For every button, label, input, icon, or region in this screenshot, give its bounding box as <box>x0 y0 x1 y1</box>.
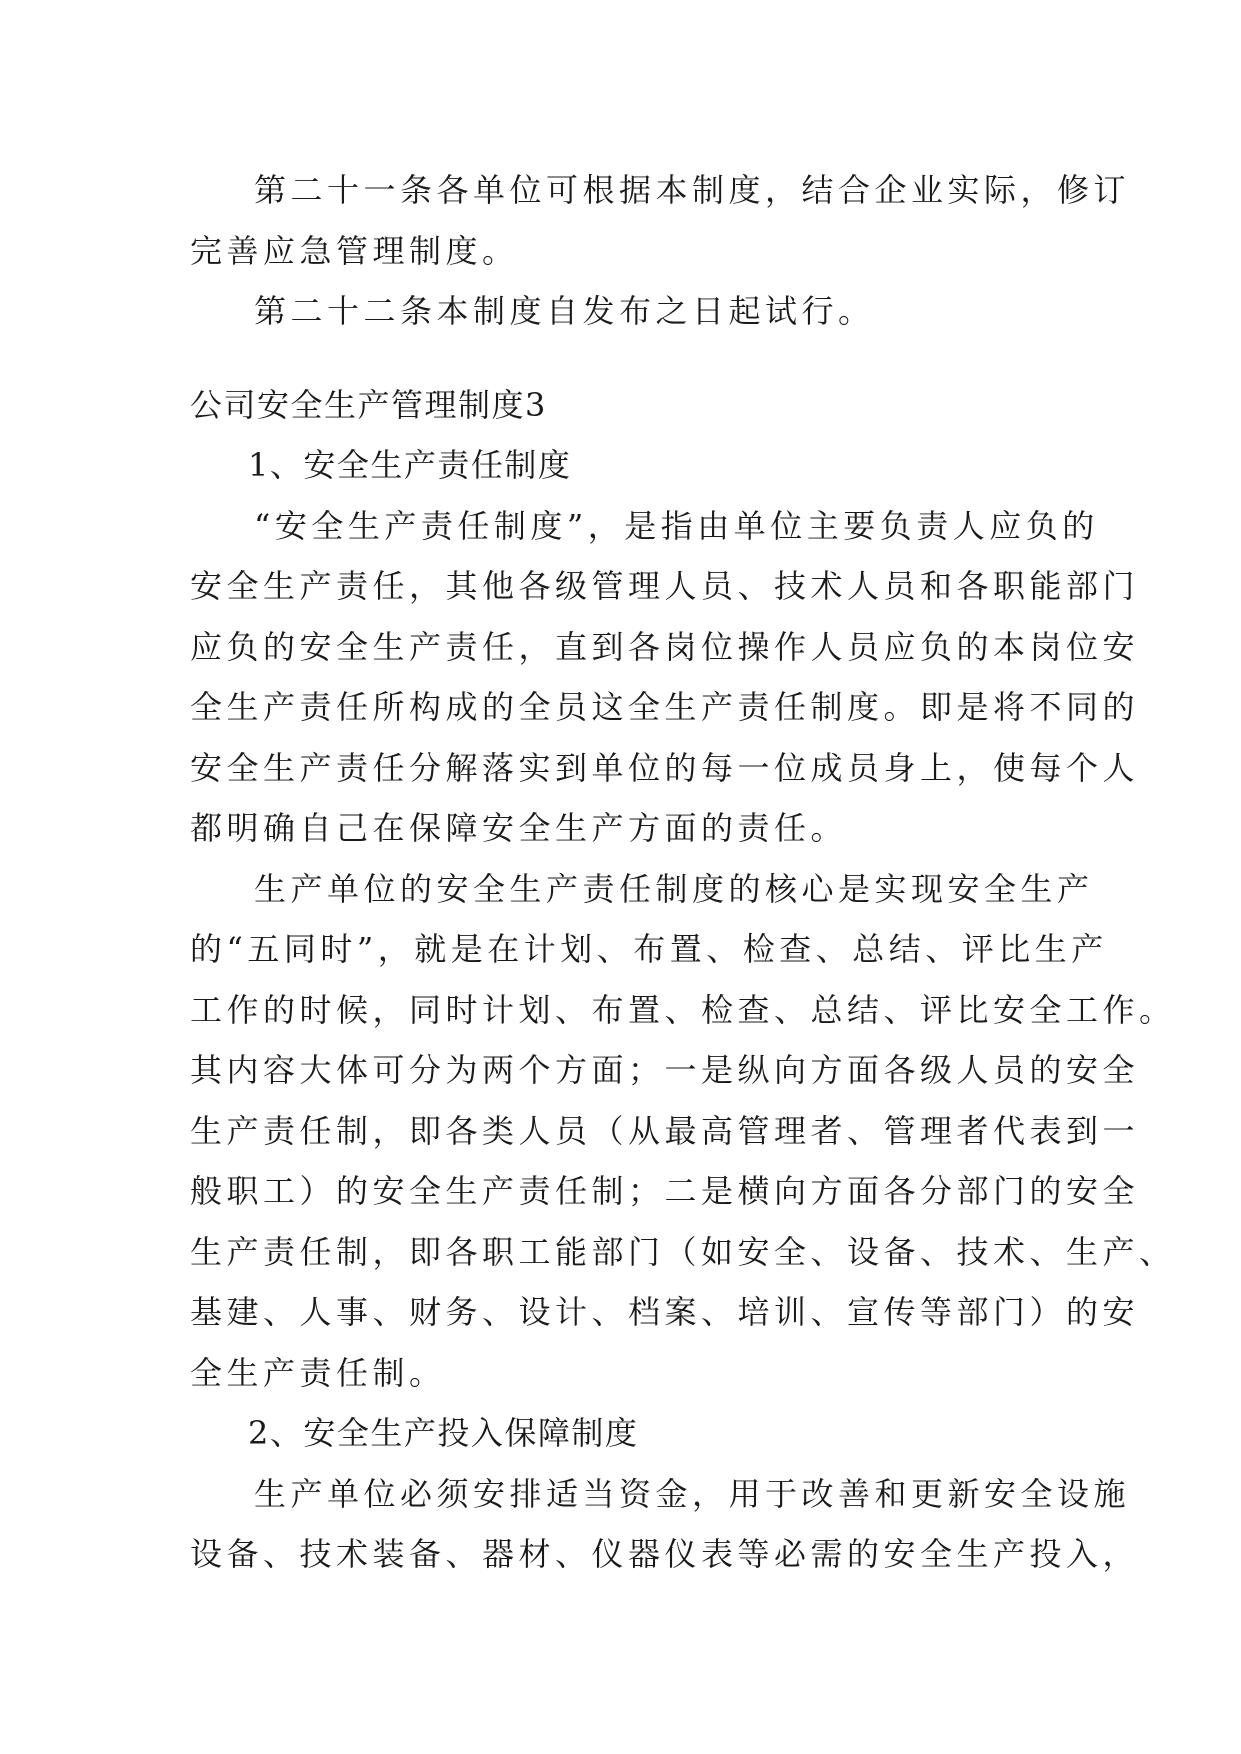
subsection-1-paragraph-1 <box>190 496 1140 859</box>
paragraph-line: 生产责任制，即各类人员（从最高管理者、管理者代表到一 <box>190 1111 1140 1150</box>
paragraph-line: 其内容大体可分为两个方面；一是纵向方面各级人员的安全 <box>190 1051 1140 1089</box>
subsection-1-paragraph-2 <box>190 859 1176 1404</box>
subsection-1-title: 1、安全生产责任制度 <box>248 446 572 484</box>
paragraph-line: 安全生产责任，其他各级管理人员、技术人员和各职能部门 <box>190 567 1140 605</box>
paragraph-line: 全生产责任所构成的全员这全生产责任制度。即是将不同的 <box>190 688 1140 726</box>
paragraph-line: 全生产责任制。 <box>190 1353 446 1392</box>
paragraph-line: 应负的安全生产责任，直到各岗位操作人员应负的本岗位安 <box>190 627 1140 666</box>
section-title: 公司安全生产管理制度3 <box>190 385 547 424</box>
document-body <box>190 160 1176 1585</box>
paragraph-line: 工作的时候，同时计划、布置、检查、总结、评比安全工作。 <box>190 990 1176 1029</box>
paragraph-line: 基建、人事、财务、设计、档案、培训、宣传等部门）的安 <box>190 1293 1140 1331</box>
article-21-line-2: 完善应急管理制度。 <box>190 231 519 270</box>
paragraph-line: 般职工）的安全生产责任制；二是横向方面各分部门的安全 <box>190 1172 1140 1210</box>
paragraph-line: 生产责任制，即各职工能部门（如安全、设备、技术、生产、 <box>190 1232 1176 1271</box>
paragraph-line: 的“五同时”，就是在计划、布置、检查、总结、评比生产 <box>190 930 1108 968</box>
paragraph-line: 生产单位的安全生产责任制度的核心是实现安全生产 <box>254 869 1094 908</box>
paragraph-line: 安全生产责任分解落实到单位的每一位成员身上，使每个人 <box>190 748 1140 787</box>
subsection-2-title: 2、安全生产投入保障制度 <box>248 1414 639 1452</box>
paragraph-line: 都明确自己在保障安全生产方面的责任。 <box>190 809 848 847</box>
article-22-line-1: 第二十二条本制度自发布之日起试行。 <box>254 292 875 330</box>
paragraph-line: “安全生产责任制度”，是指由单位主要负责人应负的 <box>254 506 1099 545</box>
subsection-2-paragraph-1 <box>190 1464 1140 1585</box>
article-21-line-1: 第二十一条各单位可根据本制度，结合企业实际，修订 <box>254 171 1131 209</box>
paragraph-line: 设备、技术装备、器材、仪器仪表等必需的安全生产投入， <box>190 1535 1140 1573</box>
paragraph-line: 生产单位必须安排适当资金，用于改善和更新安全设施 <box>254 1474 1131 1513</box>
